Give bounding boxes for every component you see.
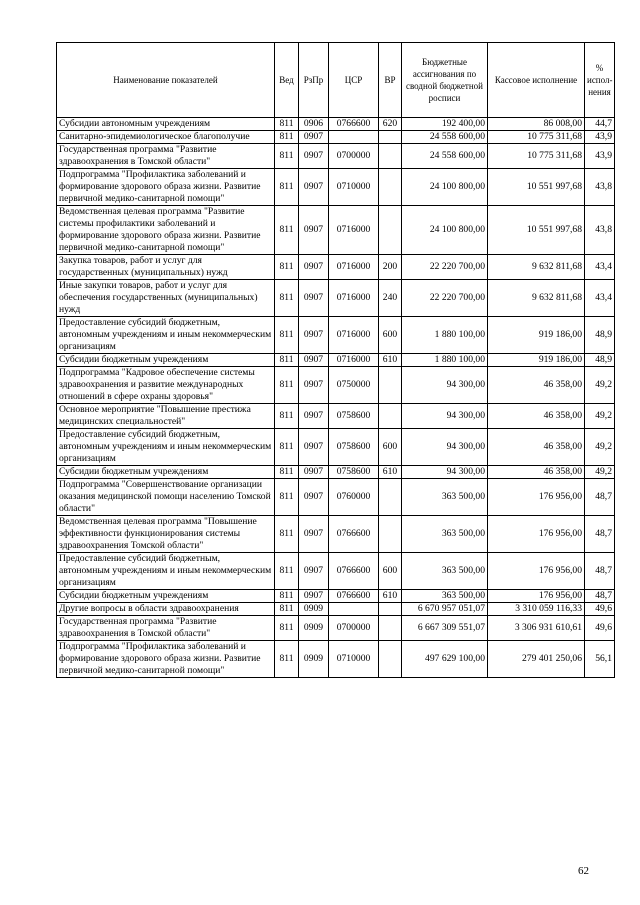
cell-cash: 176 956,00: [488, 590, 585, 603]
cell-budget: 363 500,00: [402, 553, 488, 590]
cell-budget: 363 500,00: [402, 516, 488, 553]
cell-cash: 86 008,00: [488, 118, 585, 131]
cell-name: Подпрограмма "Кадровое обеспечение системы здравоохранения и развитие международных отношений в сфере охраны здоровья": [57, 367, 275, 404]
cell-cash: 10 775 311,68: [488, 144, 585, 169]
cell-ved: 811: [275, 590, 299, 603]
header-budget: Бюджетные ассигнования по сводной бюджетной росписи: [402, 43, 488, 118]
cell-budget: 192 400,00: [402, 118, 488, 131]
cell-name: Субсидии бюджетным учреждениям: [57, 466, 275, 479]
cell-budget: 22 220 700,00: [402, 255, 488, 280]
cell-pct: 56,1: [585, 641, 615, 678]
cell-rzpr: 0907: [299, 144, 329, 169]
cell-pct: 49,6: [585, 603, 615, 616]
table-row: [57, 169, 615, 206]
table-header-row: [57, 43, 615, 118]
cell-rzpr: 0907: [299, 553, 329, 590]
header-cash: Кассовое исполнение: [488, 43, 585, 118]
cell-cash: 176 956,00: [488, 479, 585, 516]
cell-name: Санитарно-эпидемиологическое благополучие: [57, 131, 275, 144]
table-row: [57, 590, 615, 603]
cell-cash: 3 306 931 610,61: [488, 616, 585, 641]
table-row: [57, 516, 615, 553]
cell-name: Предоставление субсидий бюджетным, автономным учреждениям и иным некоммерческим организациям: [57, 553, 275, 590]
cell-rzpr: 0909: [299, 603, 329, 616]
cell-ved: 811: [275, 479, 299, 516]
cell-pct: 48,7: [585, 479, 615, 516]
cell-rzpr: 0906: [299, 118, 329, 131]
cell-pct: 43,4: [585, 255, 615, 280]
cell-vr: [379, 641, 402, 678]
cell-ved: 811: [275, 280, 299, 317]
cell-vr: 600: [379, 553, 402, 590]
cell-vr: [379, 169, 402, 206]
cell-csr: 0766600: [329, 118, 379, 131]
cell-vr: [379, 131, 402, 144]
cell-pct: 43,8: [585, 169, 615, 206]
cell-csr: 0700000: [329, 144, 379, 169]
cell-rzpr: 0907: [299, 255, 329, 280]
cell-ved: 811: [275, 603, 299, 616]
cell-rzpr: 0907: [299, 479, 329, 516]
cell-rzpr: 0907: [299, 206, 329, 255]
cell-pct: 43,8: [585, 206, 615, 255]
header-ved: Вед: [275, 43, 299, 118]
cell-csr: 0758600: [329, 429, 379, 466]
cell-name: Ведомственная целевая программа "Развитие системы профилактики заболеваний и формирование здорового образа жизни. Развитие первичной медико-санитарной помощи": [57, 206, 275, 255]
cell-name: Иные закупки товаров, работ и услуг для обеспечения государственных (муниципальных) нужд: [57, 280, 275, 317]
cell-pct: 48,9: [585, 354, 615, 367]
cell-vr: 610: [379, 354, 402, 367]
cell-cash: 10 775 311,68: [488, 131, 585, 144]
cell-pct: 44,7: [585, 118, 615, 131]
cell-cash: 10 551 997,68: [488, 206, 585, 255]
cell-ved: 811: [275, 144, 299, 169]
cell-cash: 46 358,00: [488, 404, 585, 429]
cell-csr: 0716000: [329, 280, 379, 317]
cell-cash: 919 186,00: [488, 317, 585, 354]
cell-rzpr: 0907: [299, 404, 329, 429]
cell-csr: 0716000: [329, 317, 379, 354]
table-row: [57, 131, 615, 144]
cell-name: Закупка товаров, работ и услуг для государственных (муниципальных) нужд: [57, 255, 275, 280]
cell-pct: 48,7: [585, 516, 615, 553]
cell-cash: 9 632 811,68: [488, 255, 585, 280]
cell-name: Подпрограмма "Профилактика заболеваний и формирование здорового образа жизни. Развитие первичной медико-санитарной помощи": [57, 641, 275, 678]
cell-name: Подпрограмма "Совершенствование организации оказания медицинской помощи населению Томской области": [57, 479, 275, 516]
cell-pct: 49,2: [585, 429, 615, 466]
cell-pct: 49,2: [585, 466, 615, 479]
cell-rzpr: 0909: [299, 616, 329, 641]
header-name: Наименование показателей: [57, 43, 275, 118]
cell-ved: 811: [275, 641, 299, 678]
cell-vr: [379, 603, 402, 616]
cell-vr: 610: [379, 590, 402, 603]
header-csr: ЦСР: [329, 43, 379, 118]
table-row: [57, 429, 615, 466]
cell-csr: 0716000: [329, 255, 379, 280]
cell-vr: 240: [379, 280, 402, 317]
cell-budget: 6 670 957 051,07: [402, 603, 488, 616]
cell-name: Основное мероприятие "Повышение престижа медицинских специальностей": [57, 404, 275, 429]
cell-csr: 0716000: [329, 206, 379, 255]
cell-cash: 46 358,00: [488, 429, 585, 466]
cell-rzpr: 0907: [299, 429, 329, 466]
cell-csr: 0766600: [329, 516, 379, 553]
cell-csr: 0758600: [329, 466, 379, 479]
cell-rzpr: 0909: [299, 641, 329, 678]
table-row: [57, 466, 615, 479]
table-row: [57, 404, 615, 429]
cell-vr: 610: [379, 466, 402, 479]
cell-cash: 919 186,00: [488, 354, 585, 367]
cell-name: Государственная программа "Развитие здравоохранения в Томской области": [57, 616, 275, 641]
cell-rzpr: 0907: [299, 367, 329, 404]
cell-csr: 0760000: [329, 479, 379, 516]
cell-budget: 24 558 600,00: [402, 144, 488, 169]
cell-csr: 0766600: [329, 590, 379, 603]
cell-ved: 811: [275, 429, 299, 466]
cell-csr: 0710000: [329, 169, 379, 206]
table-row: [57, 354, 615, 367]
cell-rzpr: 0907: [299, 516, 329, 553]
cell-budget: 24 100 800,00: [402, 169, 488, 206]
cell-name: Подпрограмма "Профилактика заболеваний и формирование здорового образа жизни. Развитие первичной медико-санитарной помощи": [57, 169, 275, 206]
cell-name: Государственная программа "Развитие здравоохранения в Томской области": [57, 144, 275, 169]
cell-rzpr: 0907: [299, 354, 329, 367]
cell-pct: 43,4: [585, 280, 615, 317]
cell-budget: 94 300,00: [402, 404, 488, 429]
cell-budget: 24 558 600,00: [402, 131, 488, 144]
cell-vr: [379, 367, 402, 404]
cell-ved: 811: [275, 466, 299, 479]
cell-name: Предоставление субсидий бюджетным, автономным учреждениям и иным некоммерческим организациям: [57, 317, 275, 354]
table-row: [57, 280, 615, 317]
cell-budget: 94 300,00: [402, 466, 488, 479]
cell-pct: 48,9: [585, 317, 615, 354]
cell-ved: 811: [275, 317, 299, 354]
table-row: [57, 118, 615, 131]
cell-budget: 1 880 100,00: [402, 317, 488, 354]
cell-rzpr: 0907: [299, 466, 329, 479]
cell-rzpr: 0907: [299, 280, 329, 317]
cell-ved: 811: [275, 118, 299, 131]
cell-vr: [379, 516, 402, 553]
cell-cash: 9 632 811,68: [488, 280, 585, 317]
cell-rzpr: 0907: [299, 131, 329, 144]
cell-vr: [379, 479, 402, 516]
cell-csr: 0758600: [329, 404, 379, 429]
cell-vr: [379, 616, 402, 641]
cell-ved: 811: [275, 404, 299, 429]
table-row: [57, 206, 615, 255]
cell-vr: 600: [379, 429, 402, 466]
table-row: [57, 641, 615, 678]
cell-name: Ведомственная целевая программа "Повышение эффективности функционирования системы здравоохранения Томской области": [57, 516, 275, 553]
cell-cash: 176 956,00: [488, 553, 585, 590]
table-row: [57, 317, 615, 354]
cell-rzpr: 0907: [299, 590, 329, 603]
cell-csr: 0716000: [329, 354, 379, 367]
cell-name: Субсидии автономным учреждениям: [57, 118, 275, 131]
cell-cash: 46 358,00: [488, 367, 585, 404]
table-row: [57, 479, 615, 516]
table-row: [57, 255, 615, 280]
cell-budget: 6 667 309 551,07: [402, 616, 488, 641]
cell-pct: 49,2: [585, 367, 615, 404]
cell-ved: 811: [275, 206, 299, 255]
page-number: 62: [578, 865, 589, 877]
table-row: [57, 603, 615, 616]
cell-budget: 94 300,00: [402, 367, 488, 404]
cell-csr: 0766600: [329, 553, 379, 590]
header-pct: % испол- нения: [585, 43, 615, 118]
cell-pct: 43,9: [585, 131, 615, 144]
cell-vr: [379, 144, 402, 169]
cell-vr: 620: [379, 118, 402, 131]
cell-ved: 811: [275, 354, 299, 367]
cell-cash: 46 358,00: [488, 466, 585, 479]
cell-ved: 811: [275, 367, 299, 404]
cell-vr: [379, 404, 402, 429]
cell-cash: 10 551 997,68: [488, 169, 585, 206]
table-row: [57, 553, 615, 590]
cell-name: Субсидии бюджетным учреждениям: [57, 590, 275, 603]
table-row: [57, 144, 615, 169]
table-row: [57, 367, 615, 404]
cell-pct: 48,7: [585, 590, 615, 603]
cell-rzpr: 0907: [299, 169, 329, 206]
header-rzpr: РзПр: [299, 43, 329, 118]
cell-budget: 363 500,00: [402, 479, 488, 516]
cell-pct: 48,7: [585, 553, 615, 590]
header-vr: ВР: [379, 43, 402, 118]
cell-ved: 811: [275, 616, 299, 641]
cell-budget: 497 629 100,00: [402, 641, 488, 678]
cell-pct: 49,2: [585, 404, 615, 429]
cell-budget: 22 220 700,00: [402, 280, 488, 317]
cell-cash: 176 956,00: [488, 516, 585, 553]
cell-name: Субсидии бюджетным учреждениям: [57, 354, 275, 367]
cell-ved: 811: [275, 131, 299, 144]
cell-vr: 600: [379, 317, 402, 354]
cell-pct: 49,6: [585, 616, 615, 641]
cell-pct: 43,9: [585, 144, 615, 169]
table-row: [57, 616, 615, 641]
cell-budget: 363 500,00: [402, 590, 488, 603]
cell-rzpr: 0907: [299, 317, 329, 354]
cell-vr: 200: [379, 255, 402, 280]
cell-cash: 279 401 250,06: [488, 641, 585, 678]
cell-csr: 0750000: [329, 367, 379, 404]
cell-csr: [329, 131, 379, 144]
cell-ved: 811: [275, 169, 299, 206]
cell-csr: [329, 603, 379, 616]
cell-cash: 3 310 059 116,33: [488, 603, 585, 616]
cell-csr: 0700000: [329, 616, 379, 641]
budget-execution-table: [56, 42, 615, 678]
cell-ved: 811: [275, 255, 299, 280]
cell-budget: 94 300,00: [402, 429, 488, 466]
cell-ved: 811: [275, 553, 299, 590]
cell-csr: 0710000: [329, 641, 379, 678]
cell-vr: [379, 206, 402, 255]
cell-budget: 1 880 100,00: [402, 354, 488, 367]
cell-ved: 811: [275, 516, 299, 553]
cell-name: Другие вопросы в области здравоохранения: [57, 603, 275, 616]
cell-budget: 24 100 800,00: [402, 206, 488, 255]
cell-name: Предоставление субсидий бюджетным, автономным учреждениям и иным некоммерческим организациям: [57, 429, 275, 466]
